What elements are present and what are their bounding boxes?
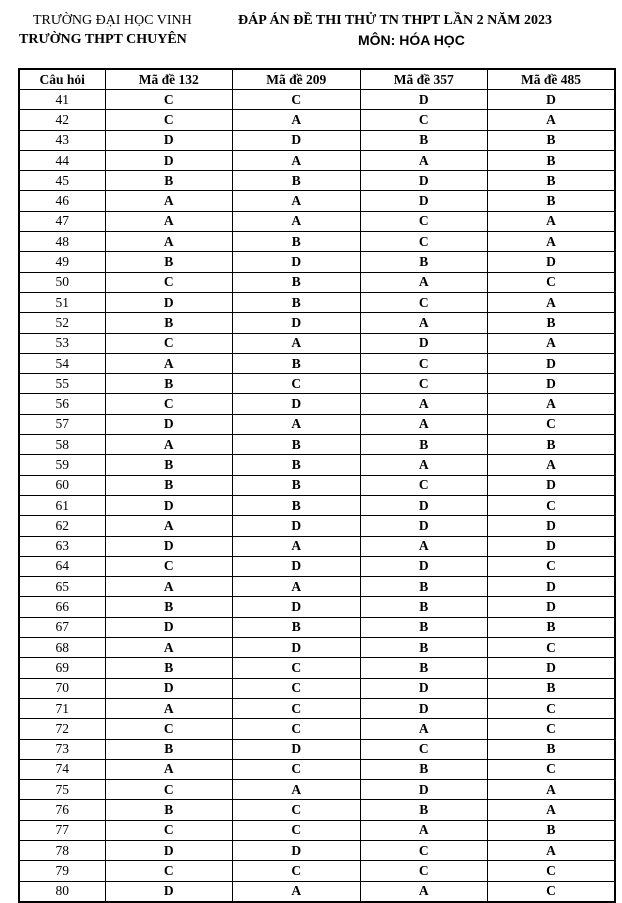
- answer-cell: A: [488, 800, 616, 820]
- question-number-cell: 75: [19, 780, 105, 800]
- table-row: [19, 861, 615, 881]
- answer-cell: D: [360, 171, 488, 191]
- answer-cell: D: [105, 414, 233, 434]
- table-row: [19, 800, 615, 820]
- table-row: [19, 556, 615, 576]
- table-row: [19, 577, 615, 597]
- question-number-cell: 50: [19, 272, 105, 292]
- table-row: [19, 110, 615, 130]
- table-body: [19, 90, 615, 902]
- answer-cell: A: [233, 780, 361, 800]
- answer-cell: C: [488, 495, 616, 515]
- answer-cell: A: [105, 516, 233, 536]
- table-row: [19, 272, 615, 292]
- answer-cell: C: [360, 232, 488, 252]
- question-number-cell: 78: [19, 840, 105, 860]
- answer-cell: B: [488, 739, 616, 759]
- table-row: [19, 455, 615, 475]
- table-row: [19, 435, 615, 455]
- answer-cell: B: [360, 800, 488, 820]
- answer-cell: C: [488, 414, 616, 434]
- table-row: [19, 516, 615, 536]
- answer-cell: D: [105, 840, 233, 860]
- table-row: [19, 353, 615, 373]
- question-number-cell: 79: [19, 861, 105, 881]
- answer-cell: C: [233, 678, 361, 698]
- answer-cell: B: [488, 678, 616, 698]
- answer-cell: B: [360, 759, 488, 779]
- answer-cell: A: [488, 110, 616, 130]
- table-row: [19, 820, 615, 840]
- question-number-cell: 70: [19, 678, 105, 698]
- answer-cell: D: [233, 840, 361, 860]
- answer-key-table: [18, 68, 616, 903]
- answer-cell: B: [105, 658, 233, 678]
- answer-cell: A: [488, 840, 616, 860]
- answer-cell: A: [360, 394, 488, 414]
- answer-cell: B: [233, 232, 361, 252]
- answer-cell: C: [488, 556, 616, 576]
- answer-cell: D: [233, 638, 361, 658]
- table-header-row: [19, 69, 615, 90]
- question-number-cell: 63: [19, 536, 105, 556]
- answer-cell: B: [360, 658, 488, 678]
- answer-cell: B: [105, 455, 233, 475]
- answer-cell: A: [360, 820, 488, 840]
- table-row: [19, 840, 615, 860]
- question-number-cell: 66: [19, 597, 105, 617]
- table-row: [19, 394, 615, 414]
- answer-cell: A: [360, 719, 488, 739]
- table-row: [19, 658, 615, 678]
- answer-cell: C: [360, 861, 488, 881]
- answer-cell: A: [360, 881, 488, 902]
- answer-cell: A: [105, 353, 233, 373]
- answer-cell: D: [360, 780, 488, 800]
- answer-cell: A: [360, 272, 488, 292]
- answer-cell: D: [360, 495, 488, 515]
- answer-cell: A: [105, 698, 233, 718]
- table-row: [19, 678, 615, 698]
- answer-cell: D: [488, 516, 616, 536]
- answer-cell: B: [233, 617, 361, 637]
- question-number-cell: 42: [19, 110, 105, 130]
- answer-cell: C: [105, 394, 233, 414]
- question-number-cell: 47: [19, 211, 105, 231]
- table-row: [19, 90, 615, 110]
- answer-cell: D: [233, 739, 361, 759]
- table-row: [19, 414, 615, 434]
- question-number-cell: 51: [19, 292, 105, 312]
- answer-cell: D: [360, 516, 488, 536]
- answer-cell: B: [105, 800, 233, 820]
- answer-cell: B: [233, 171, 361, 191]
- answer-cell: C: [105, 333, 233, 353]
- answer-cell: C: [488, 861, 616, 881]
- answer-cell: D: [360, 191, 488, 211]
- question-number-cell: 68: [19, 638, 105, 658]
- answer-cell: C: [233, 698, 361, 718]
- answer-cell: D: [360, 90, 488, 110]
- table-row: [19, 211, 615, 231]
- answer-cell: D: [233, 130, 361, 150]
- table-row: [19, 719, 615, 739]
- answer-cell: C: [105, 820, 233, 840]
- answer-cell: C: [488, 719, 616, 739]
- answer-cell: C: [360, 840, 488, 860]
- question-number-cell: 64: [19, 556, 105, 576]
- subject-label: MÔN: HÓA HỌC: [358, 32, 465, 48]
- answer-cell: C: [488, 272, 616, 292]
- answer-cell: C: [360, 110, 488, 130]
- table-row: [19, 617, 615, 637]
- answer-cell: C: [233, 374, 361, 394]
- answer-cell: C: [105, 272, 233, 292]
- document-title: ĐÁP ÁN ĐỀ THI THỬ TN THPT LẦN 2 NĂM 2023: [238, 13, 553, 28]
- answer-cell: C: [233, 658, 361, 678]
- answer-cell: D: [105, 678, 233, 698]
- answer-cell: A: [105, 759, 233, 779]
- question-number-cell: 65: [19, 577, 105, 597]
- answer-cell: A: [488, 211, 616, 231]
- answer-cell: C: [360, 353, 488, 373]
- question-number-cell: 52: [19, 313, 105, 333]
- table-row: [19, 130, 615, 150]
- question-number-cell: 57: [19, 414, 105, 434]
- answer-cell: D: [233, 597, 361, 617]
- question-number-cell: 58: [19, 435, 105, 455]
- answer-cell: B: [360, 597, 488, 617]
- answer-cell: C: [488, 698, 616, 718]
- answer-cell: C: [105, 780, 233, 800]
- answer-cell: B: [488, 130, 616, 150]
- answer-cell: C: [105, 861, 233, 881]
- question-number-cell: 74: [19, 759, 105, 779]
- answer-cell: D: [233, 394, 361, 414]
- answer-cell: C: [233, 719, 361, 739]
- table-row: [19, 780, 615, 800]
- answer-cell: A: [360, 455, 488, 475]
- answer-cell: B: [233, 475, 361, 495]
- answer-cell: A: [105, 577, 233, 597]
- question-number-cell: 54: [19, 353, 105, 373]
- document-header: [0, 0, 622, 68]
- question-number-cell: 77: [19, 820, 105, 840]
- answer-cell: A: [105, 211, 233, 231]
- question-number-cell: 55: [19, 374, 105, 394]
- question-number-cell: 67: [19, 617, 105, 637]
- answer-cell: C: [105, 90, 233, 110]
- answer-cell: B: [105, 739, 233, 759]
- question-number-cell: 72: [19, 719, 105, 739]
- answer-cell: B: [360, 617, 488, 637]
- answer-cell: D: [488, 536, 616, 556]
- answer-cell: C: [488, 638, 616, 658]
- answer-cell: D: [488, 475, 616, 495]
- answer-cell: A: [488, 232, 616, 252]
- answer-cell: B: [360, 130, 488, 150]
- answer-cell: D: [233, 556, 361, 576]
- answer-cell: A: [488, 455, 616, 475]
- answer-cell: B: [488, 435, 616, 455]
- answer-cell: D: [360, 698, 488, 718]
- answer-cell: B: [233, 495, 361, 515]
- answer-cell: A: [105, 435, 233, 455]
- column-header-exam-code: Mã đề 485: [488, 69, 616, 90]
- question-number-cell: 41: [19, 90, 105, 110]
- answer-cell: C: [360, 475, 488, 495]
- answer-cell: D: [488, 90, 616, 110]
- question-number-cell: 80: [19, 881, 105, 902]
- table-row: [19, 313, 615, 333]
- answer-cell: D: [360, 556, 488, 576]
- answer-cell: B: [488, 617, 616, 637]
- answer-cell: B: [488, 150, 616, 170]
- answer-cell: D: [105, 881, 233, 902]
- question-number-cell: 53: [19, 333, 105, 353]
- answer-cell: C: [233, 90, 361, 110]
- answer-cell: A: [105, 638, 233, 658]
- question-number-cell: 59: [19, 455, 105, 475]
- answer-cell: A: [488, 394, 616, 414]
- answer-cell: A: [360, 536, 488, 556]
- answer-cell: C: [233, 820, 361, 840]
- answer-cell: A: [360, 414, 488, 434]
- answer-cell: B: [360, 577, 488, 597]
- answer-cell: C: [233, 759, 361, 779]
- answer-cell: A: [488, 333, 616, 353]
- school-name: TRƯỜNG THPT CHUYÊN: [19, 32, 187, 47]
- table-row: [19, 759, 615, 779]
- answer-cell: B: [105, 313, 233, 333]
- answer-cell: B: [233, 455, 361, 475]
- answer-cell: C: [360, 374, 488, 394]
- answer-cell: D: [233, 313, 361, 333]
- answer-cell: D: [233, 252, 361, 272]
- answer-cell: D: [105, 292, 233, 312]
- answer-cell: B: [233, 353, 361, 373]
- question-number-cell: 76: [19, 800, 105, 820]
- answer-cell: A: [233, 577, 361, 597]
- question-number-cell: 46: [19, 191, 105, 211]
- answer-cell: C: [105, 556, 233, 576]
- answer-cell: C: [488, 759, 616, 779]
- answer-cell: A: [105, 232, 233, 252]
- answer-cell: B: [233, 272, 361, 292]
- answer-cell: B: [105, 475, 233, 495]
- answer-cell: B: [105, 374, 233, 394]
- answer-cell: D: [360, 333, 488, 353]
- answer-cell: A: [233, 150, 361, 170]
- answer-cell: A: [233, 414, 361, 434]
- column-header-exam-code: Mã đề 132: [105, 69, 233, 90]
- question-number-cell: 73: [19, 739, 105, 759]
- answer-cell: A: [233, 881, 361, 902]
- answer-cell: C: [488, 881, 616, 902]
- university-name: TRƯỜNG ĐẠI HỌC VINH: [33, 13, 192, 28]
- table-row: [19, 475, 615, 495]
- column-header-question: Câu hỏi: [19, 69, 105, 90]
- question-number-cell: 62: [19, 516, 105, 536]
- answer-cell: B: [105, 252, 233, 272]
- answer-cell: A: [233, 333, 361, 353]
- answer-cell: C: [360, 211, 488, 231]
- table-row: [19, 536, 615, 556]
- table-row: [19, 698, 615, 718]
- table-row: [19, 292, 615, 312]
- answer-cell: A: [233, 211, 361, 231]
- answer-cell: B: [105, 597, 233, 617]
- answer-cell: B: [233, 435, 361, 455]
- column-header-exam-code: Mã đề 357: [360, 69, 488, 90]
- table-row: [19, 739, 615, 759]
- answer-cell: A: [360, 150, 488, 170]
- answer-cell: B: [360, 435, 488, 455]
- question-number-cell: 45: [19, 171, 105, 191]
- question-number-cell: 44: [19, 150, 105, 170]
- question-number-cell: 60: [19, 475, 105, 495]
- answer-cell: D: [488, 658, 616, 678]
- question-number-cell: 71: [19, 698, 105, 718]
- question-number-cell: 48: [19, 232, 105, 252]
- answer-cell: D: [488, 374, 616, 394]
- answer-cell: D: [105, 150, 233, 170]
- answer-cell: A: [233, 536, 361, 556]
- answer-cell: A: [488, 780, 616, 800]
- table-row: [19, 495, 615, 515]
- question-number-cell: 56: [19, 394, 105, 414]
- answer-cell: B: [488, 820, 616, 840]
- answer-cell: B: [360, 252, 488, 272]
- answer-cell: C: [360, 739, 488, 759]
- table-row: [19, 171, 615, 191]
- question-number-cell: 43: [19, 130, 105, 150]
- answer-cell: D: [105, 536, 233, 556]
- answer-cell: B: [488, 313, 616, 333]
- column-header-exam-code: Mã đề 209: [233, 69, 361, 90]
- answer-cell: B: [360, 638, 488, 658]
- table-row: [19, 374, 615, 394]
- answer-cell: A: [488, 292, 616, 312]
- answer-cell: A: [105, 191, 233, 211]
- answer-cell: C: [105, 110, 233, 130]
- question-number-cell: 61: [19, 495, 105, 515]
- answer-cell: C: [360, 292, 488, 312]
- answer-cell: D: [233, 516, 361, 536]
- answer-cell: C: [233, 861, 361, 881]
- table-row: [19, 333, 615, 353]
- answer-cell: D: [488, 353, 616, 373]
- question-number-cell: 49: [19, 252, 105, 272]
- table-row: [19, 191, 615, 211]
- answer-cell: A: [233, 191, 361, 211]
- table-row: [19, 881, 615, 902]
- answer-cell: D: [488, 597, 616, 617]
- answer-cell: D: [488, 252, 616, 272]
- answer-cell: B: [488, 171, 616, 191]
- answer-cell: D: [360, 678, 488, 698]
- table-row: [19, 150, 615, 170]
- answer-cell: C: [233, 800, 361, 820]
- answer-cell: D: [105, 495, 233, 515]
- answer-cell: B: [488, 191, 616, 211]
- answer-cell: A: [360, 313, 488, 333]
- answer-cell: D: [105, 617, 233, 637]
- answer-cell: C: [105, 719, 233, 739]
- answer-cell: D: [105, 130, 233, 150]
- table-row: [19, 638, 615, 658]
- table-row: [19, 597, 615, 617]
- answer-cell: B: [105, 171, 233, 191]
- table-row: [19, 252, 615, 272]
- question-number-cell: 69: [19, 658, 105, 678]
- answer-cell: D: [488, 577, 616, 597]
- answer-cell: B: [233, 292, 361, 312]
- answer-cell: A: [233, 110, 361, 130]
- table-row: [19, 232, 615, 252]
